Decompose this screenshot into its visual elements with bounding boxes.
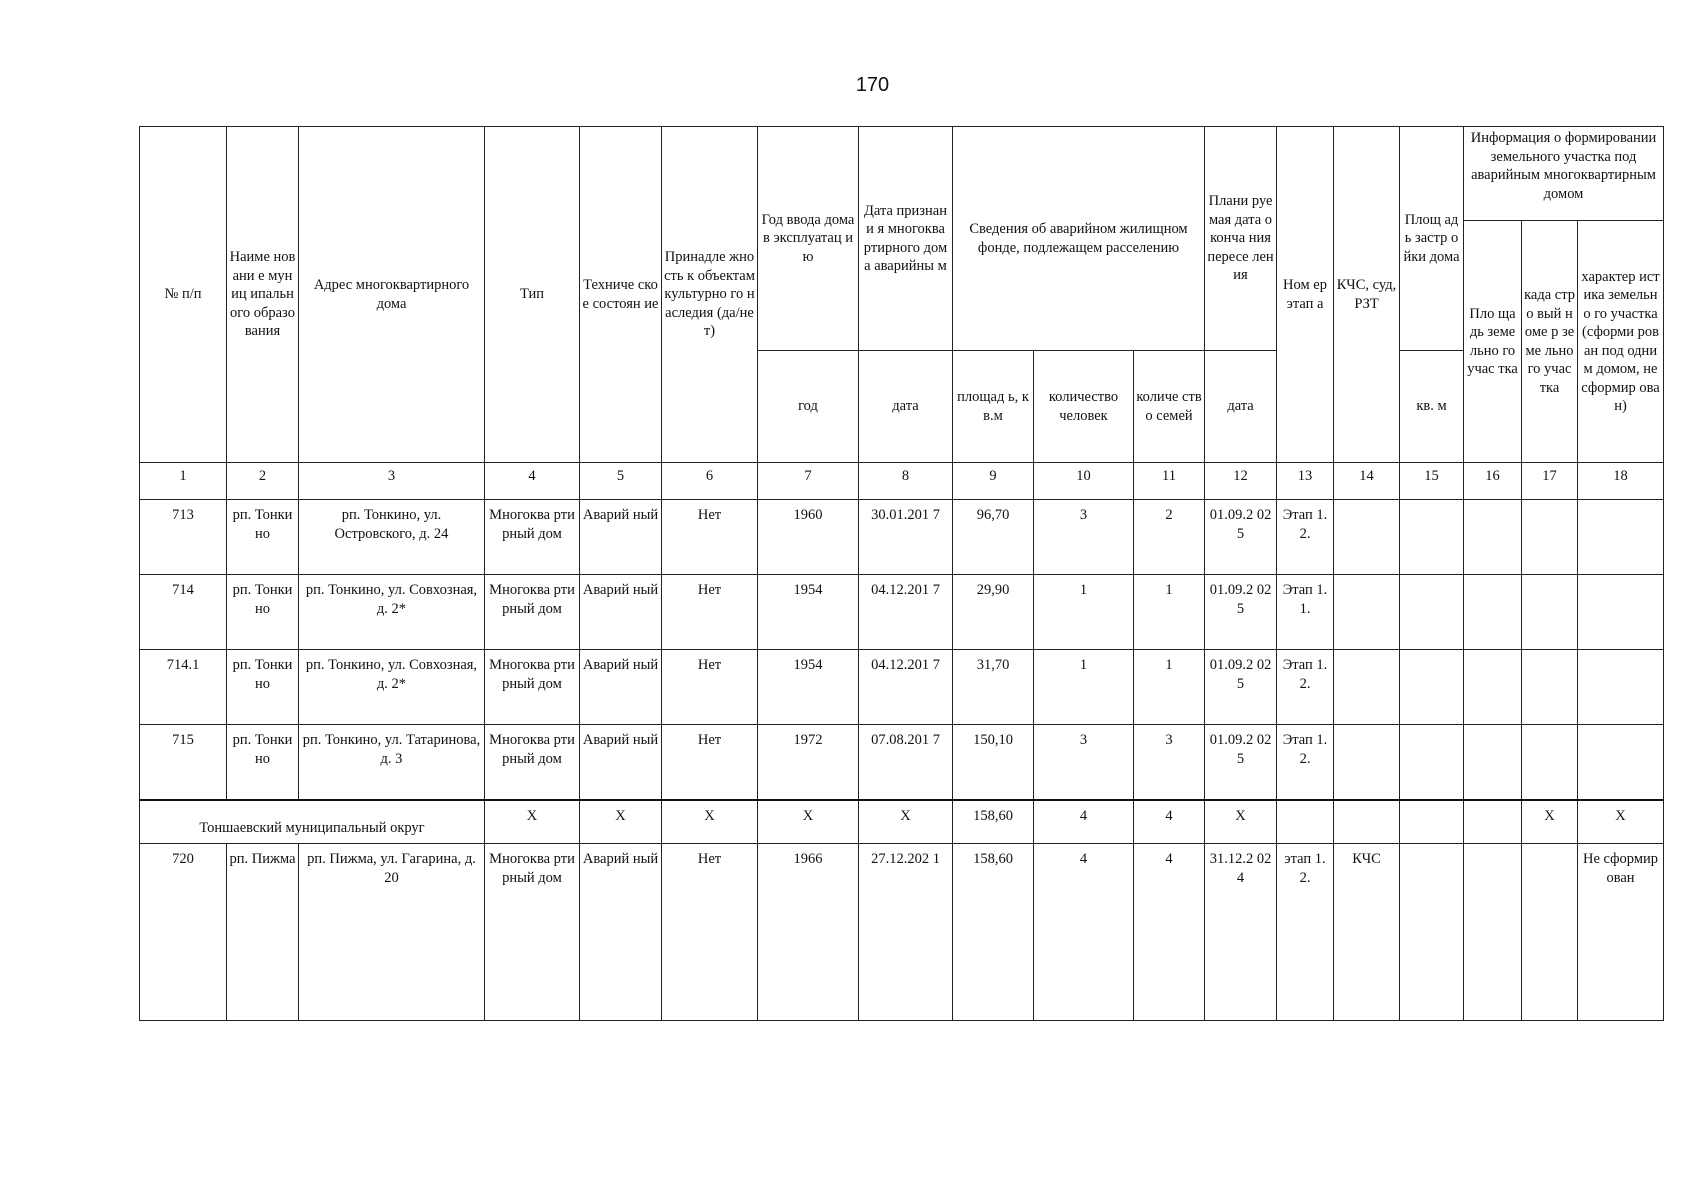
cell-kchs: КЧС: [1334, 844, 1400, 1021]
table-row: [140, 650, 1664, 725]
cell-land-area: [1464, 575, 1522, 650]
header-sub-area: площад ь, кв.м: [953, 351, 1034, 463]
column-number: 7: [758, 463, 859, 500]
cell-people: 1: [1034, 575, 1134, 650]
cell-building-area: [1400, 500, 1464, 575]
header-cadastral: када стро вый номе р земе льно го учас тка: [1522, 221, 1578, 463]
cell-kchs: [1334, 650, 1400, 725]
column-number: 17: [1522, 463, 1578, 500]
header-municipality: Наиме новани е муниц ипальн ого образо вания: [227, 127, 299, 463]
column-number: 1: [140, 463, 227, 500]
header-building-area: Площ адь застр ойки дома: [1400, 127, 1464, 351]
header-year: Год ввода дома в эксплуатац ию: [758, 127, 859, 351]
cell-year: 1966: [758, 844, 859, 1021]
page-number: 170: [855, 74, 890, 96]
cell-municipality: рп. Тонки но: [227, 725, 299, 801]
cell-year: 1954: [758, 650, 859, 725]
cell-land-characteristic: Не сформир ован: [1578, 844, 1664, 1021]
column-number: 2: [227, 463, 299, 500]
cell-address: рп. Тонкино, ул. Совхозная, д. 2*: [299, 650, 485, 725]
group-name: Тоншаевский муниципальный округ: [140, 800, 485, 844]
table-row: [140, 575, 1664, 650]
column-number: 8: [859, 463, 953, 500]
column-number: 3: [299, 463, 485, 500]
column-number: 16: [1464, 463, 1522, 500]
column-number: 12: [1205, 463, 1277, 500]
header-heritage: Принадле жность к объектам культурно го наследия (да/нет): [662, 127, 758, 463]
cell-people: 4: [1034, 844, 1134, 1021]
cell-families: 1: [1134, 650, 1205, 725]
cell-planned-date: 01.09.2 025: [1205, 725, 1277, 801]
cell-number: 720: [140, 844, 227, 1021]
cell-planned-date: 01.09.2 025: [1205, 650, 1277, 725]
column-number: 15: [1400, 463, 1464, 500]
cell-heritage: Нет: [662, 500, 758, 575]
cell-planned-date: X: [1205, 800, 1277, 844]
header-land-area: Пло щадь земе льно го учас тка: [1464, 221, 1522, 463]
cell-stage: Этап 1.2.: [1277, 500, 1334, 575]
cell-land-area: [1464, 650, 1522, 725]
cell-stage: этап 1.2.: [1277, 844, 1334, 1021]
header-type: Тип: [485, 127, 580, 463]
cell-type: Многоква ртирный дом: [485, 500, 580, 575]
header-land-characteristic: характер истика земельно го участка (сформи рован под одним домом, не сформир ован): [1578, 221, 1664, 463]
cell-tech-state: Аварий ный: [580, 500, 662, 575]
group-summary-row: [140, 800, 1664, 844]
cell-kchs: [1334, 725, 1400, 801]
column-number: 11: [1134, 463, 1205, 500]
cell-area: 29,90: [953, 575, 1034, 650]
header-sub-people: количество человек: [1034, 351, 1134, 463]
column-number: 4: [485, 463, 580, 500]
cell-land-characteristic: [1578, 575, 1664, 650]
cell-heritage: Нет: [662, 650, 758, 725]
cell-building-area: [1400, 650, 1464, 725]
cell-recognition-date: 07.08.201 7: [859, 725, 953, 801]
cell-address: рп. Тонкино, ул. Татаринова, д. 3: [299, 725, 485, 801]
cell-number: 713: [140, 500, 227, 575]
cell-kchs: [1334, 575, 1400, 650]
column-number: 18: [1578, 463, 1664, 500]
cell-municipality: рп. Тонки но: [227, 500, 299, 575]
cell-type: Многоква ртирный дом: [485, 650, 580, 725]
cell-people: 1: [1034, 650, 1134, 725]
cell-stage: Этап 1.2.: [1277, 725, 1334, 801]
cell-people: 3: [1034, 725, 1134, 801]
column-number: 6: [662, 463, 758, 500]
cell-tech-state: Аварий ный: [580, 650, 662, 725]
cell-cadastral: [1522, 650, 1578, 725]
column-number: 13: [1277, 463, 1334, 500]
cell-heritage: Нет: [662, 725, 758, 801]
cell-stage: [1277, 800, 1334, 844]
cell-recognition-date: 04.12.201 7: [859, 650, 953, 725]
cell-year: 1954: [758, 575, 859, 650]
cell-families: 3: [1134, 725, 1205, 801]
header-land-info: Информация о формировании земельного участка под аварийным многоквартирным домом: [1464, 127, 1664, 221]
cell-land-area: [1464, 500, 1522, 575]
header-planned-date: Плани руемая дата оконча ния пересе ления: [1205, 127, 1277, 351]
header-sub-planned-date: дата: [1205, 351, 1277, 463]
header-address: Адрес многоквартирного дома: [299, 127, 485, 463]
cell-stage: Этап 1.1.: [1277, 575, 1334, 650]
cell-building-area: [1400, 725, 1464, 801]
cell-cadastral: [1522, 844, 1578, 1021]
cell-land-area: [1464, 725, 1522, 801]
cell-recognition-date: X: [859, 800, 953, 844]
header-emergency-fund: Сведения об аварийном жилищном фонде, подлежащем расселению: [953, 127, 1205, 351]
cell-type: Многоква ртирный дом: [485, 725, 580, 801]
emergency-housing-table: [139, 126, 1664, 1021]
cell-families: 4: [1134, 844, 1205, 1021]
cell-land-area: [1464, 844, 1522, 1021]
cell-municipality: рп. Пижма: [227, 844, 299, 1021]
cell-year: 1972: [758, 725, 859, 801]
cell-number: 714.1: [140, 650, 227, 725]
cell-area: 31,70: [953, 650, 1034, 725]
cell-cadastral: X: [1522, 800, 1578, 844]
cell-planned-date: 01.09.2 025: [1205, 575, 1277, 650]
header-stage: Ном ер этап а: [1277, 127, 1334, 463]
cell-people: 4: [1034, 800, 1134, 844]
header-sub-families: количе ство семей: [1134, 351, 1205, 463]
cell-area: 158,60: [953, 844, 1034, 1021]
cell-stage: Этап 1.2.: [1277, 650, 1334, 725]
cell-cadastral: [1522, 725, 1578, 801]
cell-heritage: X: [662, 800, 758, 844]
cell-year: X: [758, 800, 859, 844]
cell-people: 3: [1034, 500, 1134, 575]
cell-address: рп. Тонкино, ул. Островского, д. 24: [299, 500, 485, 575]
cell-year: 1960: [758, 500, 859, 575]
cell-kchs: [1334, 500, 1400, 575]
cell-tech-state: Аварий ный: [580, 844, 662, 1021]
cell-building-area: [1400, 575, 1464, 650]
cell-recognition-date: 27.12.202 1: [859, 844, 953, 1021]
cell-address: рп. Пижма, ул. Гагарина, д. 20: [299, 844, 485, 1021]
cell-building-area: [1400, 844, 1464, 1021]
cell-municipality: рп. Тонки но: [227, 650, 299, 725]
column-number: 5: [580, 463, 662, 500]
header-sub-date: дата: [859, 351, 953, 463]
header-sub-year: год: [758, 351, 859, 463]
header-recognition-date: Дата признани я многоква ртирного дома аварийны м: [859, 127, 953, 351]
header-number: № п/п: [140, 127, 227, 463]
column-numbers-row: [140, 463, 1664, 500]
cell-building-area: [1400, 800, 1464, 844]
cell-land-area: [1464, 800, 1522, 844]
cell-planned-date: 31.12.2 024: [1205, 844, 1277, 1021]
cell-address: рп. Тонкино, ул. Совхозная, д. 2*: [299, 575, 485, 650]
cell-type: X: [485, 800, 580, 844]
cell-cadastral: [1522, 500, 1578, 575]
header-kchs: КЧС, суд, РЗТ: [1334, 127, 1400, 463]
cell-land-characteristic: [1578, 725, 1664, 801]
cell-land-characteristic: [1578, 500, 1664, 575]
cell-tech-state: X: [580, 800, 662, 844]
cell-number: 714: [140, 575, 227, 650]
cell-tech-state: Аварий ный: [580, 575, 662, 650]
cell-land-characteristic: X: [1578, 800, 1664, 844]
cell-heritage: Нет: [662, 575, 758, 650]
column-number: 10: [1034, 463, 1134, 500]
column-number: 14: [1334, 463, 1400, 500]
cell-recognition-date: 04.12.201 7: [859, 575, 953, 650]
cell-type: Многоква ртирный дом: [485, 575, 580, 650]
cell-area: 96,70: [953, 500, 1034, 575]
header-tech-state: Техниче ское состоян ие: [580, 127, 662, 463]
column-number: 9: [953, 463, 1034, 500]
cell-municipality: рп. Тонки но: [227, 575, 299, 650]
table-row: [140, 844, 1664, 1021]
table-row: [140, 725, 1664, 801]
cell-kchs: [1334, 800, 1400, 844]
cell-area: 158,60: [953, 800, 1034, 844]
cell-families: 1: [1134, 575, 1205, 650]
cell-families: 4: [1134, 800, 1205, 844]
cell-tech-state: Аварий ный: [580, 725, 662, 801]
cell-land-characteristic: [1578, 650, 1664, 725]
header-sub-building-area: кв. м: [1400, 351, 1464, 463]
cell-cadastral: [1522, 575, 1578, 650]
table-row: [140, 500, 1664, 575]
cell-families: 2: [1134, 500, 1205, 575]
cell-planned-date: 01.09.2 025: [1205, 500, 1277, 575]
cell-area: 150,10: [953, 725, 1034, 801]
cell-recognition-date: 30.01.201 7: [859, 500, 953, 575]
cell-type: Многоква ртирный дом: [485, 844, 580, 1021]
cell-number: 715: [140, 725, 227, 801]
cell-heritage: Нет: [662, 844, 758, 1021]
